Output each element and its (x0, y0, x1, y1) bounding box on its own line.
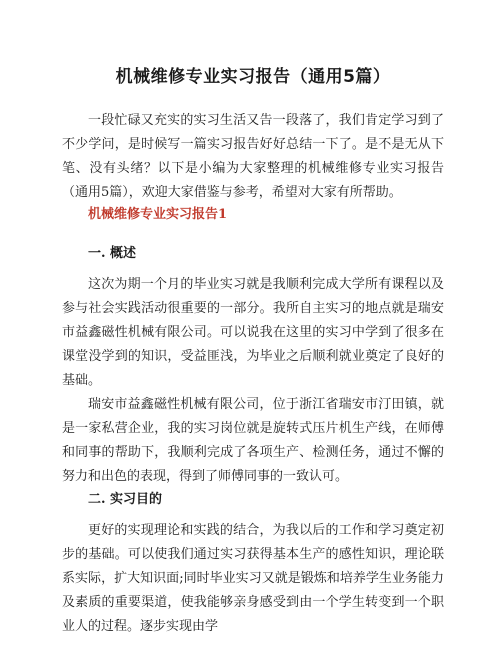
intro-paragraph: 一段忙碌又充实的实习生活又告一段落了，我们肯定学习到了不少学问，是时候写一篇实习报告好好总结一下了。是不是无从下笔、没有头绪？以下是小编为大家整理的机械维修专业实习报告（通用5篇），欢迎大家借鉴与参考，希望对大家有所帮助。 (62, 113, 444, 200)
section-heading: 二. 实习目的 (88, 492, 163, 507)
section-purpose (62, 489, 444, 639)
section-paragraph: 更好的实现理论和实践的结合，为我以后的工作和学习奠定初步的基础。可以使我们通过实习获得基本生产的感性知识，理论联系实际，扩大知识面;同时毕业实习又就是锻炼和培养学生业务能力及素质的重要渠道，使我能够亲身感受到由一个学生转变到一个职业人的过程。逐步实现由学 (62, 523, 444, 634)
document-title: 机械维修专业实习报告（通用5篇） (115, 67, 391, 87)
report-title: 机械维修专业实习报告1 (88, 207, 228, 222)
section-overview (62, 243, 444, 489)
section-paragraph: 这次为期一个月的毕业实习就是我顺利完成大学所有课程以及参与社会实践活动很重要的一部分。我所自主实习的地点就是瑞安市益鑫磁性机械有限公司。可以说我在这里的实习中学到了很多在课堂没学到的知识，受益匪浅，为毕业之后顺利就业奠定了良好的基础。 (62, 277, 444, 388)
section-heading: 一. 概述 (88, 246, 137, 261)
section-paragraph: 瑞安市益鑫磁性机械有限公司，位于浙江省瑞安市汀田镇，就是一家私营企业，我的实习岗位就是旋转式压片机生产线，在师傅和同事的帮助下，我顺利完成了各项生产、检测任务，通过不懈的努力和出色的表现，得到了师傅同事的一致认可。 (62, 397, 444, 484)
